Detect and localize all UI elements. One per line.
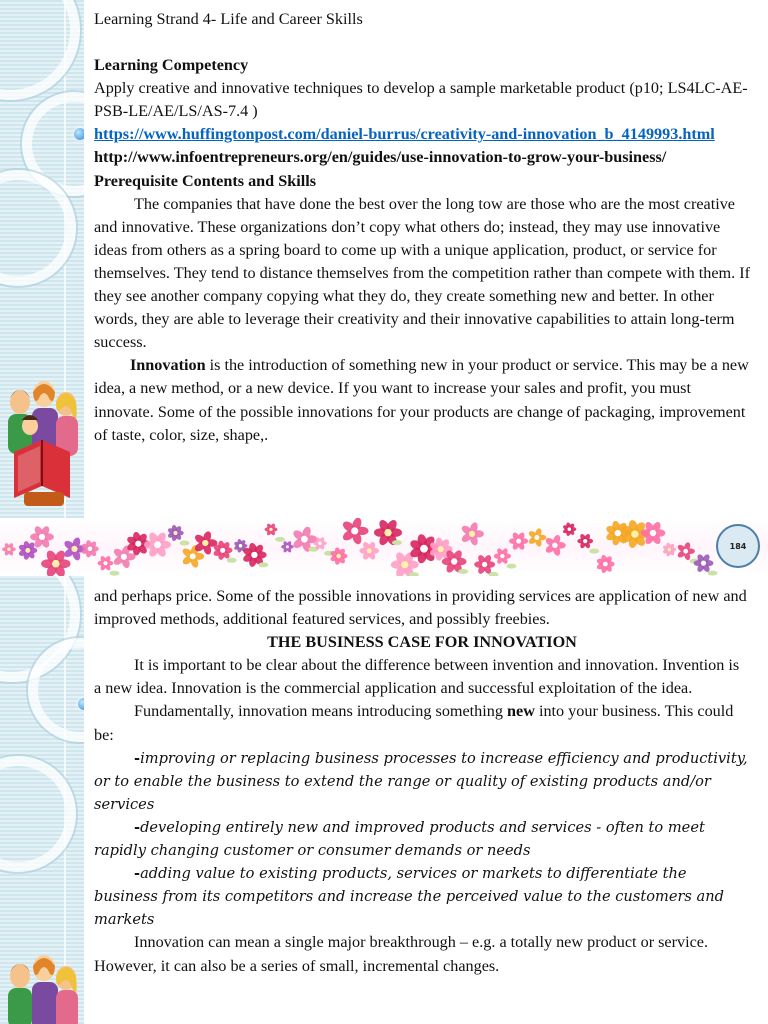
list-item: -adding value to existing products, services or markets to differentiate the business from its competitors and increase the perceived value to the customers and markets [94,865,724,929]
flower-icon [509,531,528,551]
leaf-icon [275,537,285,542]
paragraph-fundamentally: Fundamentally, innovation means introducing something new into your business. This could be: [94,702,734,744]
flower-icon [544,534,566,557]
page-2-body [94,585,750,978]
blue-dot-icon [74,128,84,140]
flower-icon [359,541,379,561]
prerequisite-heading: Prerequisite Contents and Skills [94,171,317,190]
flower-icon [341,518,369,545]
leaf-icon [458,569,468,574]
flower-icon [460,521,484,546]
flower-icon [528,528,547,548]
flower-icon [676,542,694,561]
page-number-badge [716,524,760,568]
paragraph-creative-companies: The companies that have done the best over the long tow are those who are the most creative and innovative. These organizations don’t copy what others do; instead, they may use innovative ideas from others as a spring board to come up with a unique application, product, or service for themselves. They tend to distance themselves from the competition rather than compete with them. If they see another company copying what they do, they create something new and better. In other words, they are able to leverage their creativity and their innovative capabilities to attain long-term success. [94,194,751,352]
leaf-icon [258,562,268,567]
flower-icon [577,533,593,549]
paragraph-innovation-definition: Innovation is the introduction of something new in your product or service. This may be a new idea, a new method, or a new device. If you want to increase your sales and profit, you must innovate. Some of the possible innovations for your products are change of packaging, improvement of taste, color, size, shape,. [94,356,749,444]
flower-icon [18,540,37,560]
flowers-icon [0,518,768,576]
huffingtonpost-link[interactable]: https://www.huffingtonpost.com/daniel-burrus/creativity-and-innovation_b_4149993.html [94,125,715,144]
section-heading: THE BUSINESS CASE FOR INNOVATION [267,633,577,652]
flower-icon [265,523,278,536]
list-item: -developing entirely new and improved products and services - often to meet rapidly changing customer or consumer demands or needs [94,818,705,860]
leaf-icon [227,558,237,563]
leaf-icon [180,541,190,546]
flower-icon [596,554,615,573]
flower-icon [144,531,171,558]
blue-dot-icon [78,698,84,710]
leaf-icon [110,571,120,576]
flower-icon [694,553,714,573]
floral-border-decoration [0,518,768,576]
leaf-icon [392,540,402,545]
leaf-icon [708,571,718,576]
competency-text: Apply creative and innovative techniques to develop a sample marketable product (p10; LS4LC-AE-PSB-LE/AE/LS/AS-7.4 ) [94,79,748,121]
flower-icon [63,536,87,561]
continuation-paragraph: and perhaps price. Some of the possible innovations in providing services are application of new and improved methods, additional featured services, and possibly freebies. [94,587,747,629]
competency-heading: Learning Competency [94,56,249,75]
flower-icon [562,522,576,536]
flower-icon [474,554,495,575]
page-number: 184 [729,541,747,551]
flower-icon [662,542,676,556]
flower-icon [330,547,348,565]
innovation-term: Innovation [130,356,206,375]
paragraph-invention-vs-innovation: It is important to be clear about the difference between invention and innovation. Invention is a new idea. Innovation is the commercial application and successful exploitation of the idea. [94,656,740,698]
flower-icon [2,542,16,556]
flower-icon [281,540,294,553]
flower-icon [494,547,511,565]
circle-decoration-icon [0,0,80,100]
leaf-icon [506,564,516,569]
paragraph-breakthrough: Innovation can mean a single major breakthrough – e.g. a totally new product or service. However, it can also be a series of small, incremental changes. [94,933,709,975]
list-item: -improving or replacing business processes to increase efficiency and productivity, or to enable the business to extend the range or quality of existing products and/or services [94,749,748,813]
flower-icon [167,524,184,541]
family-reading-book-icon [4,380,82,512]
infoentrepreneurs-url[interactable]: http://www.infoentrepreneurs.org/en/guides/use-innovation-to-grow-your-business/ [94,148,667,167]
strand-title: Learning Strand 4- Life and Career Skills [94,10,363,28]
family-reading-book-icon [4,954,82,1024]
page-1-body [94,8,750,447]
flower-icon [98,555,114,571]
document-page-2 [0,576,768,1024]
leaf-icon [589,549,599,554]
